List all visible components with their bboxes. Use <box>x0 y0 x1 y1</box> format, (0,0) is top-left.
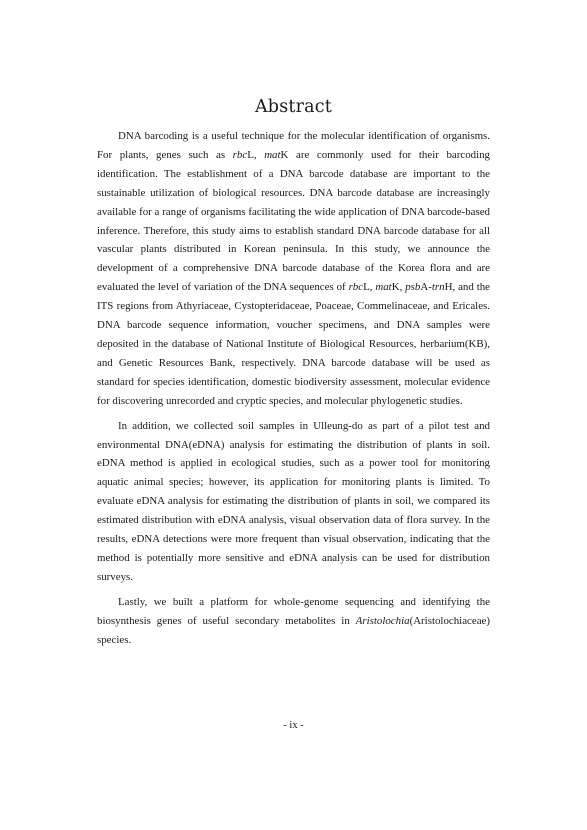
text-run: In addition, we collected soil samples in Ulleung-do as part of a pilot test and environmental DNA(eDNA) analysis for estimating the distribution of plants in soil. eDNA method is applied in ecological studies, such as a power tool for monitoring aquatic animal species; however, its application for monitoring plants is limited. To evaluate eDNA analysis for estimating the distribution of plants in soil, we compared its estimated distribution with eDNA analysis, visual observation data of flora survey. In the results, eDNA detections were more frequent than visual observation, indicating that the method is potentially more sensitive and eDNA analysis can be used for distribution surveys. <box>97 419 490 583</box>
italic-term: Aristolochia <box>355 614 410 627</box>
italic-term: mat <box>264 148 281 161</box>
text-run: K, <box>391 281 406 294</box>
page-number: - ix - <box>283 720 304 731</box>
italic-term: trn <box>431 281 445 294</box>
text-run: A- <box>420 281 432 294</box>
page-body <box>97 97 490 655</box>
italic-term: rbc <box>232 148 248 161</box>
italic-term: psb <box>405 281 421 294</box>
abstract-paragraph-1 <box>97 127 490 411</box>
italic-term: mat <box>375 281 392 294</box>
italic-term: rbc <box>348 281 364 294</box>
text-run: Lastly, we built a platform for whole-genome sequencing and identifying the biosynthesis genes of useful secondary metabolites in <box>97 595 490 627</box>
text-run: DNA barcoding is a useful technique for the molecular identification of organisms. For plants, genes such as <box>97 130 490 161</box>
text-run: (Aristolochiaceae) species. <box>97 614 490 646</box>
text-run: L, <box>247 148 265 161</box>
text-run: L, <box>363 281 376 294</box>
text-run: K are commonly used for their barcoding identification. The establishment of a DNA barcode database are important to the sustainable utilization of biological resources. DNA barcode database are increasingly available for a range of organisms facilitating the wide application of DNA barcode-based inference. Therefore, this study aims to establish standard DNA barcode database for all vascular plants distributed in Korean peninsula. In this study, we announce the development of a comprehensive DNA barcode database of the Korea flora and are evaluated the level of variation of the DNA sequences of <box>97 148 491 294</box>
abstract-paragraph-3 <box>97 593 490 650</box>
text-run: H, and the ITS regions from Athyriaceae, Cystopteridaceae, Poaceae, Commelinaceae, and Ericales. DNA barcode sequence information, voucher specimens, and DNA samples were deposited in the database of National Institute of Biological Resources, herbarium(KB), and Genetic Resources Bank, respectively. DNA barcode database will be used as standard for species identification, domestic biodiversity assessment, molecular evidence for discovering unrecorded and cryptic species, and molecular phylogenetic studies. <box>97 281 490 407</box>
page-title: Abstract <box>254 97 333 117</box>
abstract-paragraph-2 <box>97 417 490 587</box>
